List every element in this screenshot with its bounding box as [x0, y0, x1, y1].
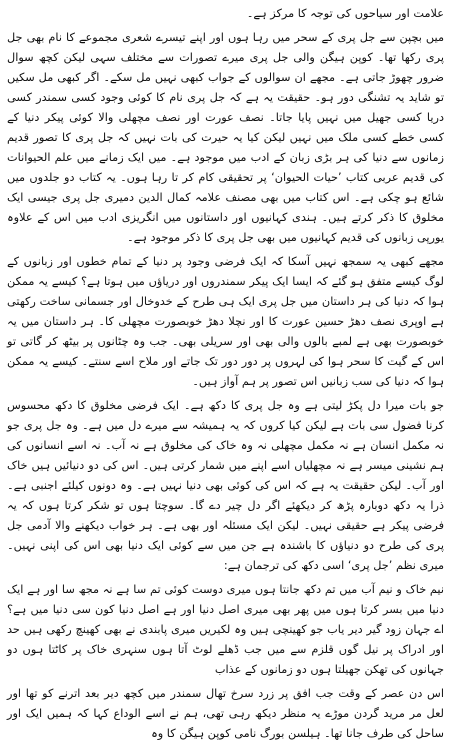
paragraph-3: مجھے کبھی یہ سمجھ نہیں آسکا کہ ایک فرضی وجود پر دنیا کے تمام خطوں اور زبانوں کے لوگ کیسے متفق ہو گئے کہ ایسا ایک پیکر سمندروں اور دریاؤں میں ہوتا ہے؟ کیسے یہ ممکن ہوا کہ دنیا کی ہر داستان میں جل پری ایک ہی طرح کے خدوخال اور جسمانی ساخت رکھتی ہے اوپری نصف دھڑ حسین عورت کا اور نچلا دھڑ خوبصورت مچھلی کا۔ ہر داستان میں یہ خوبصورت بھی ہے لمبے بالوں والی بھی اور سریلی بھی۔ جب وہ چٹانوں پر بیٹھ کر گاتی تو اس کے گیت کا سحر ہوا کی لہروں پر دور دور تک جاتے اور ملاح اسے سنتے۔ کیسے یہ ممکن ہوا کہ دنیا کی سب زبانیں اس تصور پر ہم آواز ہیں۔	[7, 255, 444, 388]
paragraph-2: میں بچپن سے جل پری کے سحر میں رہا ہوں اور اپنے تیسرے شعری مجموعے کا نام بھی جل پری رکھا تھا۔ کوپن ہیگن والی جل پری میرے تصورات سے مختلف سہی لیکن کچھ سوال ضرور چھوڑ جاتی ہے۔ مجھے ان سوالوں کے جواب کبھی نہیں مل سکے۔ اگر کبھی مل سکیں تو شاید یہ تشنگی دور ہو۔ حقیقت یہ ہے کہ جل پری نام کا کوئی وجود کسی سمندر کسی دریا کسی جھیل میں نہیں پایا جاتا۔ نصف عورت اور نصف مچھلی والا کوئی پیکر دنیا کے کسی خطے کسی ملک میں نہیں لیکن کیا یہ حیرت کی بات نہیں کہ جل پری کا تصور قدیم زمانوں سے دنیا کی ہر بڑی زبان کے ادب میں موجود ہے۔ میں ایک زمانے میں علم الحیوانات کی قدیم عربی کتاب ’حیات الحیوان‘ پر تحقیقی کام کر تا رہا ہوں۔ یہ کتاب دو جلدوں میں شائع ہو چکی ہے۔ اس کتاب میں بھی مصنف علامہ کمال الدین دمیری جل پری جیسی ایک مخلوق کا ذکر کرتے ہیں۔ ہندی کہانیوں اور داستانوں میں انگریزی ادب میں اس کے علاوہ یورپی زبانوں کی قدیم کہانیوں میں بھی جل پری کا ذکر موجود ہے۔	[7, 31, 444, 244]
paragraph-1: علامت اور سیاحوں کی توجہ کا مرکز ہے۔	[246, 7, 444, 20]
paragraph-6: اس دن عصر کے وقت جب افق پر زرد سرخ تھال سمندر میں کچھ دیر بعد اترنے کو تھا اور لعل مر مرید گردن موڑے یہ منظر دیکھ رہی تھی، ہم نے اسے الوداع کہا کہ ہمیں ایک اور ساحل کی طرف جانا تھا۔ ہیلسن بورگ نامی کوپن ہیگن کا وہ	[7, 687, 444, 740]
paragraph-4: جو بات میرا دل پکڑ لیتی ہے وہ جل پری کا دکھ ہے۔ ایک فرضی مخلوق کا دکھ محسوس کرنا فضول سی بات ہے لیکن کیا کروں کہ یہ ہمیشہ سے میرے دل میں ہے۔ وہ جل پری جو نہ مکمل انسان ہے نہ مکمل مچھلی نہ وہ خاک کی مخلوق ہے نہ آب۔ نہ اسے انسانوں کی ہم نشینی میسر ہے نہ مچھلیاں اسے اپنے میں شمار کرتی ہیں۔ اس کی دو دنیائیں ہیں خاک اور آب۔ لیکن حقیقت یہ ہے کہ اس کی کوئی بھی دنیا نہیں ہے۔ وہ دونوں کیلئے اجنبی ہے۔ ذرا یہ دکھ دوبارہ پڑھ کر دیکھئے اگر دل چیر دے گا۔ سوچتا ہوں تو شکر کرتا ہوں کہ یہ فرضی پیکر ہے حقیقی نہیں۔ لیکن ایک مسئلہ اور بھی ہے۔ ہر خواب دیکھنے والا آدمی جل پری کی طرح دو دنیاؤں کا باشندہ ہے جن میں سے کوئی ایک دنیا بھی اس کی اپنی نہیں۔ میری نظم ’جل پری‘ اسی دکھ کی ترجمان ہے:	[7, 399, 444, 572]
poem-paragraph: نیم خاک و نیم آب میں تم دکھ جانتا ہوں میری دوست کوئی تم سا ہے نہ مجھ سا اور ہے ایک دنیا میں بسر کرتا ہوں میں پھر بھی میری اصل دنیا اور ہے اصل دنیا کون سی دنیا میں ہے؟ اے جہان زود گیر دیر یاب جو کھینچی ہیں وہ لکیریں میری پابندی نے بھی کھینچ رکھی ہیں حد اور ادراک پر نیل گوں قلزم سے میں جب ڈھلے لوٹ آتا ہوں سنہری خاک پر کاٹتا ہوں دو جہانوں کی تھکن جھیلتا ہوں دو زمانوں کے عذاب	[7, 583, 444, 676]
